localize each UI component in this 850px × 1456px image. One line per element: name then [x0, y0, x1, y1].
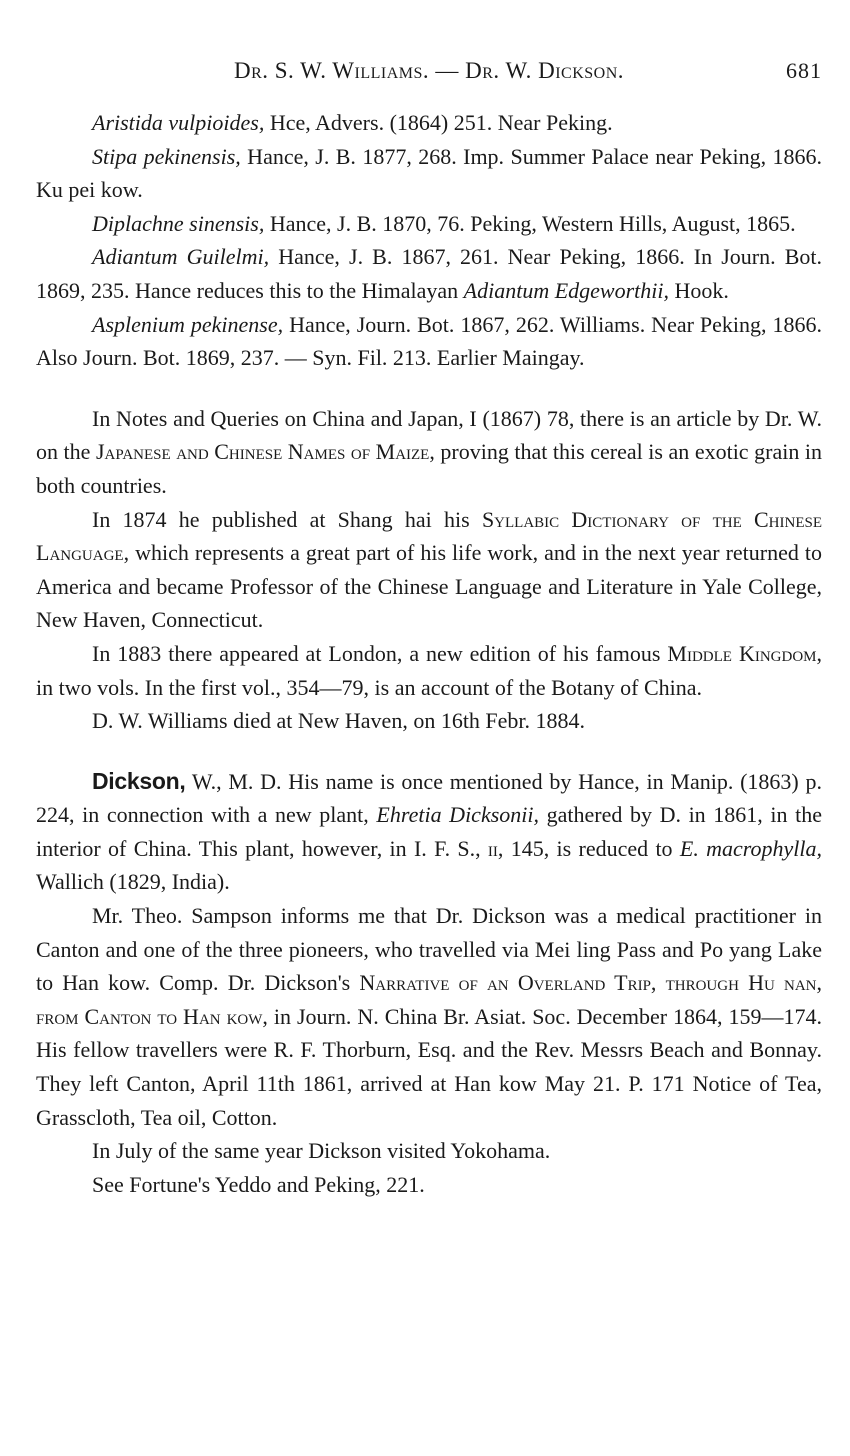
entry-text: Hance, J. B. 1870, 76. Peking, Western Hills, August, 1865.: [264, 210, 796, 236]
species-name: Asplenium pekinense,: [92, 311, 284, 337]
entry-heading: Dickson,: [92, 767, 186, 794]
work-title: Narrative of an Overland Trip, through Hu nan, from Canton to Han kow: [36, 970, 822, 1029]
species-name: Aristida vulpioides,: [92, 110, 265, 135]
entry-diplachne: [36, 207, 822, 241]
volume-number: ii: [487, 835, 498, 861]
entry-text: Hance, J. B. 1877, 268. Imp. Summer Palace near Peking, 1866. Ku pei kow.: [36, 143, 823, 203]
entry-text: Hance, Journ. Bot. 1867, 262. Williams. Near Peking, 1866. Also Journ. Bot. 1869, 237. — Syn. Fil. 213. Earlier Maingay.: [36, 311, 822, 371]
species-name: Adiantum Guilelmi,: [92, 244, 270, 270]
entry-text-secondary: Hook.: [669, 277, 729, 303]
work-title: Syllabic Dictionary of the Chinese Language: [36, 506, 822, 566]
paragraph-yokohama: In July of the same year Dickson visited Yokohama.: [92, 1138, 551, 1164]
running-head: Dr. S. W. Williams. — Dr. W. Dickson.: [233, 58, 625, 83]
work-title: Middle Kingdom: [667, 640, 817, 666]
entry-asplenium: [36, 308, 822, 375]
page-header: [36, 58, 822, 88]
entry-adiantum: [36, 240, 822, 307]
entry-dickson: Dickson, W., M. D. His name is once mentioned by Hance, in Manip. (1863) p. 224, in connection with a new plant, Ehretia Dicksonii, gathered by D. in 1861, in the interior of China. This plant, however, in I. F. S., ii, 145, is reduced to E. macrophylla, Wallich (1829, India).: [36, 767, 823, 895]
paragraph-death: D. W. Williams died at New Haven, on 16th Febr. 1884.: [92, 708, 586, 734]
paragraph-dictionary: In 1874 he published at Shang hai his Syllabic Dictionary of the Chinese Language, which represents a great part of his life work, and in the next year returned to America and became Professor of the Chinese Language and Literature in Yale College, New Haven, Connecticut.: [36, 506, 822, 633]
work-title: Japanese and Chinese Names of Maize: [95, 439, 430, 465]
paragraph-kingdom: In 1883 there appeared at London, a new edition of his famous Middle Kingdom, in two vols. In the first vol., 354—79, is an account of the Botany of China.: [36, 640, 822, 700]
plant-name-secondary: E. macrophylla,: [679, 835, 823, 861]
entry-stipa: [36, 140, 822, 207]
species-name-secondary: Adiantum Edgeworthii,: [463, 277, 669, 303]
paragraph-sampson: Mr. Theo. Sampson informs me that Dr. Dickson was a medical practitioner in Canton and one of the three pioneers, who travelled via Mei ling Pass and Po yang Lake to Han kow. Comp. Dr. Dickson's Narrative of an Overland Trip, through Hu nan, from Canton to Han kow, in Journ. N. China Br. Asiat. Soc. December 1864, 159—174. His fellow travellers were R. F. Thorburn, Esq. and the Rev. Messrs Beach and Bonnay. They left Canton, April 11th 1861, arrived at Han kow May 21. P. 171 Notice of Tea, Grasscloth, Tea oil, Cotton.: [36, 903, 822, 1130]
page-number: 681: [786, 58, 822, 83]
entry-text: Hce, Advers. (1864) 251. Near Peking.: [264, 110, 613, 135]
entry-text: Hance, J. B. 1867, 261. Near Peking, 1866. In Journ. Bot. 1869, 235. Hance reduces this to the Himalayan: [36, 244, 822, 303]
paragraph-fortune: See Fortune's Yeddo and Peking, 221.: [92, 1171, 425, 1197]
species-name: Stipa pekinensis,: [92, 143, 241, 169]
species-name: Diplachne sinensis,: [92, 210, 265, 236]
entry-aristida: [36, 106, 822, 140]
page-body: [36, 106, 822, 1201]
paragraph-maize: In Notes and Queries on China and Japan, I (1867) 78, there is an article by Dr. W. on the Japanese and Chinese Names of Maize, proving that this cereal is an exotic grain in both countries.: [36, 405, 822, 498]
plant-name: Ehretia Dicksonii,: [376, 802, 540, 828]
